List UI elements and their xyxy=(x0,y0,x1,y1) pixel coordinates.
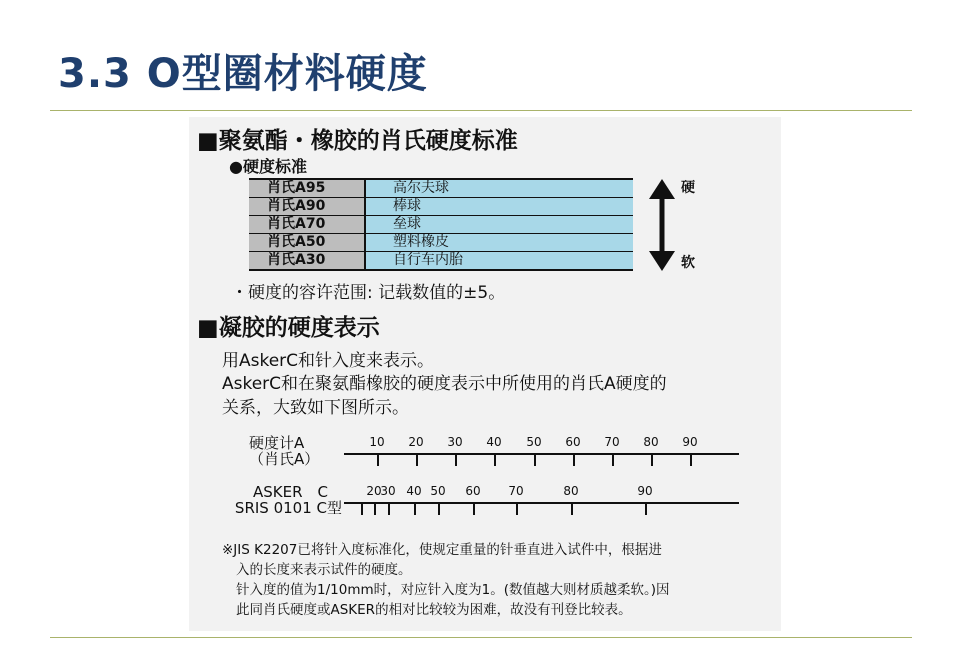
note-line-2: 入的长度来表示试件的硬度。 xyxy=(236,562,412,578)
a-tick-mark xyxy=(494,454,496,466)
c-tick-label: 80 xyxy=(563,484,579,498)
note-line-3: 针入度的值为1/10mm时，对应针入度为1。(数值越大则材质越柔软。)因 xyxy=(236,582,670,598)
footer-divider xyxy=(50,637,912,638)
a-tick-label: 20 xyxy=(408,435,424,449)
c-tick-label: 70 xyxy=(508,484,524,498)
jis-note xyxy=(222,540,670,620)
c-tick-label: 40 xyxy=(406,484,422,498)
c-tick-mark xyxy=(473,503,475,515)
hardness-example-cell: 自行车内胎 xyxy=(365,252,633,271)
a-tick-mark xyxy=(455,454,457,466)
scale-a-label xyxy=(249,435,319,467)
c-tick-mark xyxy=(361,503,363,515)
hardness-example-cell: 棒球 xyxy=(365,198,633,216)
hardness-row xyxy=(249,234,633,252)
content-panel xyxy=(189,117,781,631)
c-tick-mark xyxy=(374,503,376,515)
note-line-1: ※JIS K2207已将针入度标准化，使规定重量的针垂直进入试件中，根据进 xyxy=(222,542,662,558)
hardness-row xyxy=(249,252,633,271)
a-tick-mark xyxy=(651,454,653,466)
title-divider xyxy=(50,110,912,111)
hardness-scale-cell: 肖氏A95 xyxy=(249,179,365,198)
c-tick-label: 20 xyxy=(366,484,382,498)
gel-line-1: 用AskerC和针入度来表示。 xyxy=(222,351,435,371)
c-tick-label: 60 xyxy=(465,484,481,498)
slide-title: 3.3 O型圈材料硬度 xyxy=(58,51,428,97)
scale-a-label-line2: （肖氏A） xyxy=(249,450,320,468)
scale-a-label-line1: 硬度计A xyxy=(249,434,305,452)
c-tick-mark xyxy=(645,503,647,515)
gel-line-2: AskerC和在聚氨酯橡胶的硬度表示中所使用的肖氏A硬度的 xyxy=(222,374,667,394)
gel-heading: ■凝胶的硬度表示 xyxy=(197,315,380,341)
note-line-4: 此同肖氏硬度或ASKER的相对比较较为困难，故没有刊登比较表。 xyxy=(236,602,632,618)
c-axis-line xyxy=(344,502,739,504)
scale-c-label-line1: ASKER C xyxy=(253,483,328,501)
hardness-scale-cell: 肖氏A70 xyxy=(249,216,365,234)
c-tick-mark xyxy=(516,503,518,515)
soft-label: 软 xyxy=(681,255,695,271)
a-tick-mark xyxy=(573,454,575,466)
hard-soft-arrow xyxy=(647,177,677,277)
a-tick-label: 30 xyxy=(447,435,463,449)
hardness-scale-cell: 肖氏A90 xyxy=(249,198,365,216)
scale-c-label xyxy=(222,484,342,516)
a-tick-mark xyxy=(377,454,379,466)
a-tick-mark xyxy=(534,454,536,466)
c-tick-mark xyxy=(571,503,573,515)
hardness-scale-cell: 肖氏A50 xyxy=(249,234,365,252)
gel-line-3: 关系，大致如下图所示。 xyxy=(222,398,409,418)
a-axis-line xyxy=(344,453,739,455)
tolerance-text: ・硬度的容许范围: 记载数值的±5。 xyxy=(231,283,506,303)
a-tick-label: 70 xyxy=(604,435,620,449)
a-tick-label: 80 xyxy=(643,435,659,449)
a-tick-label: 60 xyxy=(565,435,581,449)
hardness-row xyxy=(249,179,633,198)
hardness-example-cell: 高尔夫球 xyxy=(365,179,633,198)
a-tick-mark xyxy=(416,454,418,466)
c-tick-label: 30 xyxy=(380,484,396,498)
hardness-example-cell: 垒球 xyxy=(365,216,633,234)
a-tick-label: 50 xyxy=(526,435,542,449)
a-tick-label: 90 xyxy=(682,435,698,449)
c-tick-mark xyxy=(414,503,416,515)
c-tick-label: 90 xyxy=(637,484,653,498)
hardness-table xyxy=(249,178,633,271)
a-tick-label: 10 xyxy=(369,435,385,449)
hardness-example-cell: 塑料橡皮 xyxy=(365,234,633,252)
scale-c-label-line2: SRIS 0101 C型 xyxy=(234,499,342,517)
double-arrow-icon xyxy=(647,177,677,273)
a-tick-mark xyxy=(612,454,614,466)
c-tick-mark xyxy=(388,503,390,515)
hard-label: 硬 xyxy=(681,180,695,196)
hardness-row xyxy=(249,198,633,216)
hardness-scale-cell: 肖氏A30 xyxy=(249,252,365,271)
a-tick-label: 40 xyxy=(486,435,502,449)
c-tick-label: 50 xyxy=(430,484,446,498)
hardness-row xyxy=(249,216,633,234)
shore-heading: ■聚氨酯・橡胶的肖氏硬度标准 xyxy=(197,128,518,154)
standard-subheading: ●硬度标准 xyxy=(229,157,307,176)
a-tick-mark xyxy=(690,454,692,466)
c-tick-mark xyxy=(438,503,440,515)
